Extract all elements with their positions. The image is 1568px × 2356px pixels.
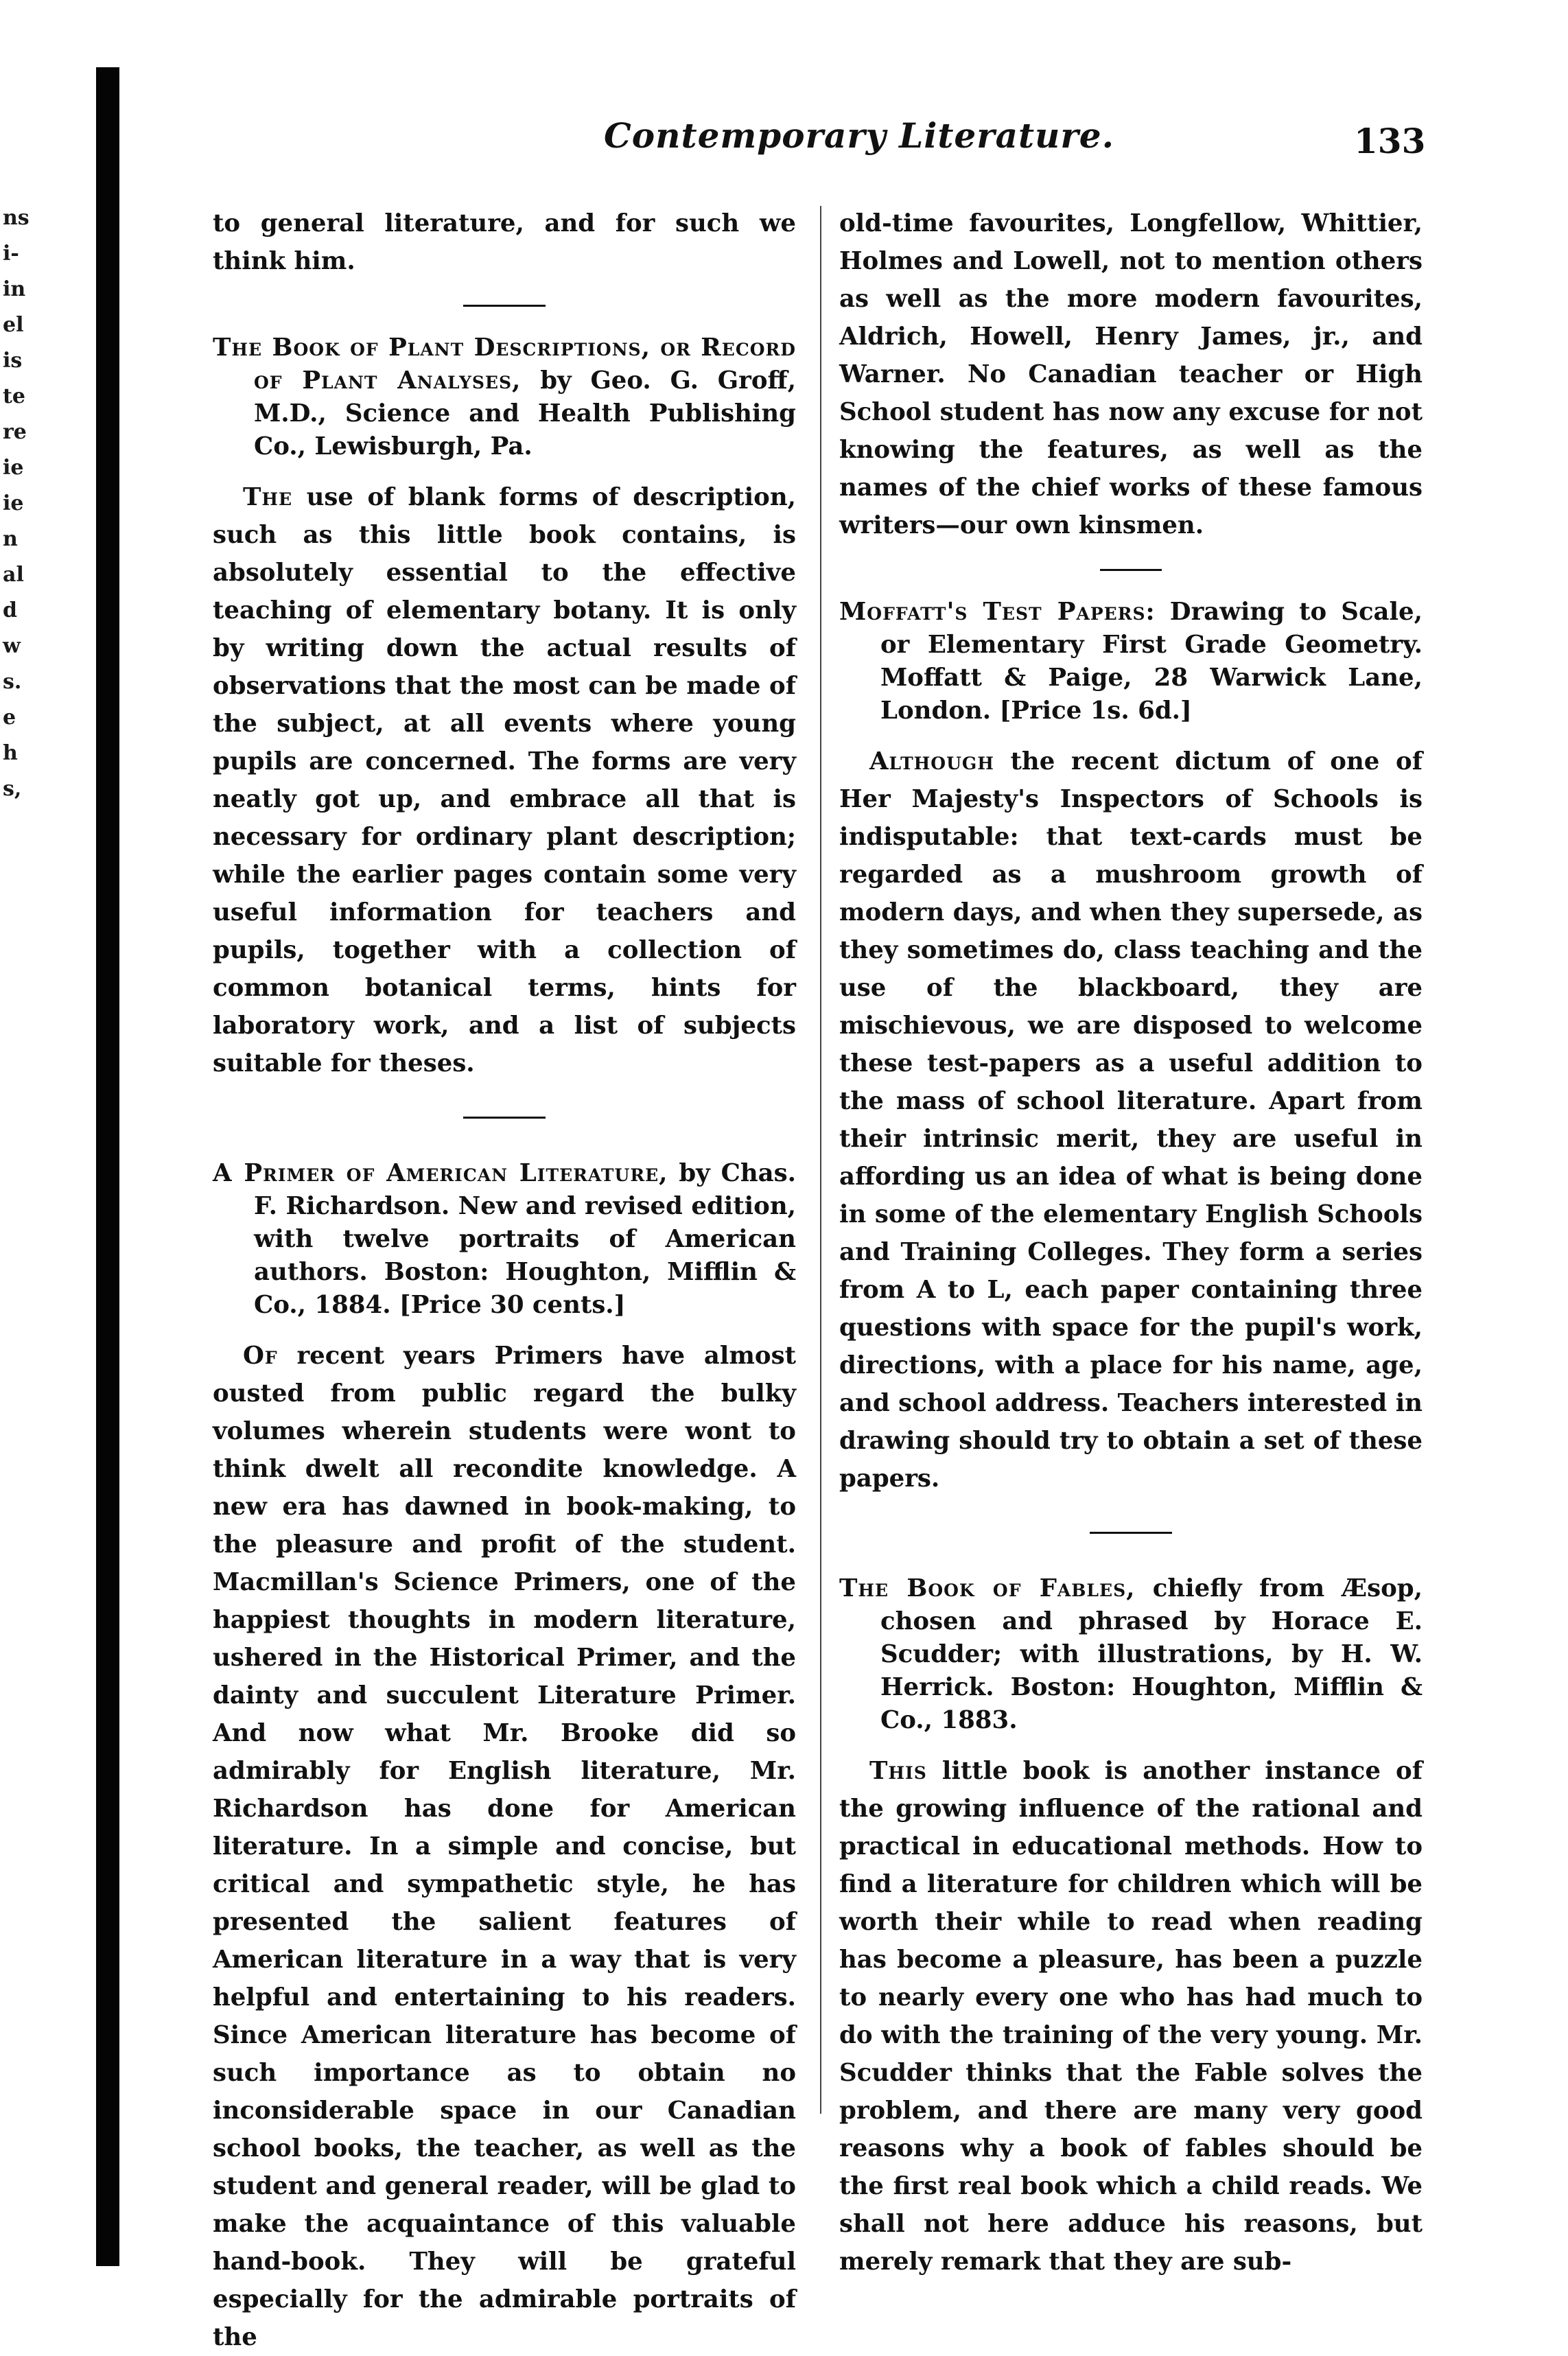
review-text: recent years Primers have almost ousted from public regard the bulky volumes wherein students were wont to think dwelt all recondite knowledge. A new era has dawned in book-making, to the pleasure and profit of the student. Macmillan's Science Primers, one of the happiest thoughts in modern literature, ushered in the Historical Primer, and the dainty and succulent Literature Primer. And now what Mr. Brooke did so admirably for English literature, Mr. Richardson has done for American literature. In a simple and concise, but critical and sympathetic style, he has presented the salient features of American literature in a way that is very helpful and entertaining to his readers. Since American literature has become of such importance as to obtain no inconsiderable space in our Canadian school books, the teacher, as well as the student and general reader, will be glad to make the acquaintance of this valuable hand-book. They will be grateful especially for the admirable portraits of the — [213, 1342, 796, 2351]
review-body — [839, 1752, 1423, 2281]
opening-word: Although — [869, 747, 994, 775]
review-citation — [213, 1157, 796, 1322]
margin-fragment: s, — [3, 777, 22, 801]
section-rule — [1090, 1532, 1172, 1534]
left-column — [213, 205, 796, 2356]
margin-fragment: re — [3, 420, 27, 444]
review-citation — [839, 1572, 1423, 1737]
opening-word: Of — [243, 1342, 278, 1370]
margin-fragment: h — [3, 741, 18, 765]
review-body — [839, 743, 1423, 1497]
margin-fragment: w — [3, 634, 21, 658]
margin-fragment: te — [3, 384, 25, 408]
opening-word: This — [869, 1757, 927, 1785]
margin-fragment: al — [3, 563, 24, 587]
review-text: use of blank forms of description, such as this little book contains, is absolutely essential to the effective teaching of elementary botany. It is only by writing down the actual results of observations that the most can be made of the subject, at all events where young pupils are concerned. The forms are very neatly got up, and embrace all that is necessary for ordinary plant description; while the earlier pages contain some very useful information for teachers and pupils, together with a collection of common botanical terms, hints for laboratory work, and a list of subjects suitable for theses. — [213, 483, 796, 1077]
margin-fragment: el — [3, 313, 24, 337]
section-rule — [1100, 569, 1162, 571]
margin-fragment: e — [3, 705, 16, 730]
margin-fragment: is — [3, 349, 23, 373]
right-column — [839, 205, 1423, 2281]
margin-fragment: n — [3, 527, 18, 551]
margin-fragment: ie — [3, 456, 24, 480]
review-title: A Primer of American Literature, — [213, 1159, 668, 1187]
review-citation — [213, 331, 796, 463]
citation-details: Drawing to Scale, or Elementary First Grade Geometry. Moffatt & Paige, 28 Warwick Lane, London. [Price 1s. 6d.] — [880, 598, 1423, 725]
carryover-paragraph: old-time favourites, Longfellow, Whittier, Holmes and Lowell, not to mention others as well as the more modern favourites, Aldrich, Howell, Henry James, jr., and Warner. No Canadian teacher or High School student has now any excuse for not knowing the features, as well as the names of the chief works of these famous writers—our own kinsmen. — [839, 209, 1423, 539]
review-title: Moffatt's Test Papers: — [839, 598, 1156, 626]
review-body — [213, 1337, 796, 2356]
margin-fragment: ns — [3, 206, 30, 230]
section-rule — [463, 305, 546, 307]
facing-page-margin-fragments — [3, 200, 71, 807]
citation-details: chiefly from Æsop, chosen and phrased by Horace E. Scudder; with illustrations, by H. W. Herrick. Boston: Houghton, Mifflin & Co., 1883. — [880, 1574, 1423, 1734]
page-spine-shadow — [96, 67, 119, 2266]
review-body — [213, 478, 796, 1082]
review-title: The Book of Fables, — [839, 1574, 1136, 1602]
citation-details: by Geo. G. Groff, M.D., Science and Health Publishing Co., Lewisburgh, Pa. — [254, 366, 796, 460]
opening-word: The — [243, 483, 293, 511]
column-divider — [820, 206, 821, 2114]
running-title: Contemporary Literature. — [604, 115, 1114, 156]
carryover-paragraph: to general literature, and for such we think him. — [213, 209, 796, 275]
margin-fragment: d — [3, 598, 17, 622]
review-title: The Book of Plant Descriptions, or Record of Plant Analyses, — [213, 334, 796, 395]
margin-fragment: ie — [3, 491, 24, 515]
margin-fragment: s. — [3, 670, 22, 694]
margin-fragment: in — [3, 277, 26, 301]
citation-details: by Chas. F. Richardson. New and revised edition, with twelve portraits of American authors. Boston: Houghton, Mifflin & Co., 1884. [Price 30 cents.] — [254, 1159, 796, 1319]
review-citation — [839, 596, 1423, 727]
margin-fragment: i- — [3, 242, 19, 266]
review-text: little book is another instance of the growing influence of the rational and practical in educational methods. How to find a literature for children which will be worth their while to read when reading has become a pleasure, has been a puzzle to nearly every one who has had much to do with the training of the very young. Mr. Scudder thinks that the Fable solves the problem, and there are many very good reasons why a book of fables should be the first real book which a child reads. We shall not here adduce his reasons, but merely remark that they are sub- — [839, 1757, 1423, 2276]
section-rule — [463, 1117, 546, 1119]
page-number: 133 — [1354, 121, 1426, 161]
review-text: the recent dictum of one of Her Majesty's Inspectors of Schools is indisputable: that text-cards must be regarded as a mushroom growth of modern days, and when they supersede, as they sometimes do, class teaching and the use of the blackboard, they are mischievous, we are disposed to welcome these test-papers as a useful addition to the mass of school literature. Apart from their intrinsic merit, they are useful in affording us an idea of what is being done in some of the elementary English Schools and Training Colleges. They form a series from A to L, each paper containing three questions with space for the pupil's work, directions, with a place for his name, age, and school address. Teachers interested in drawing should try to obtain a set of these papers. — [839, 747, 1423, 1493]
